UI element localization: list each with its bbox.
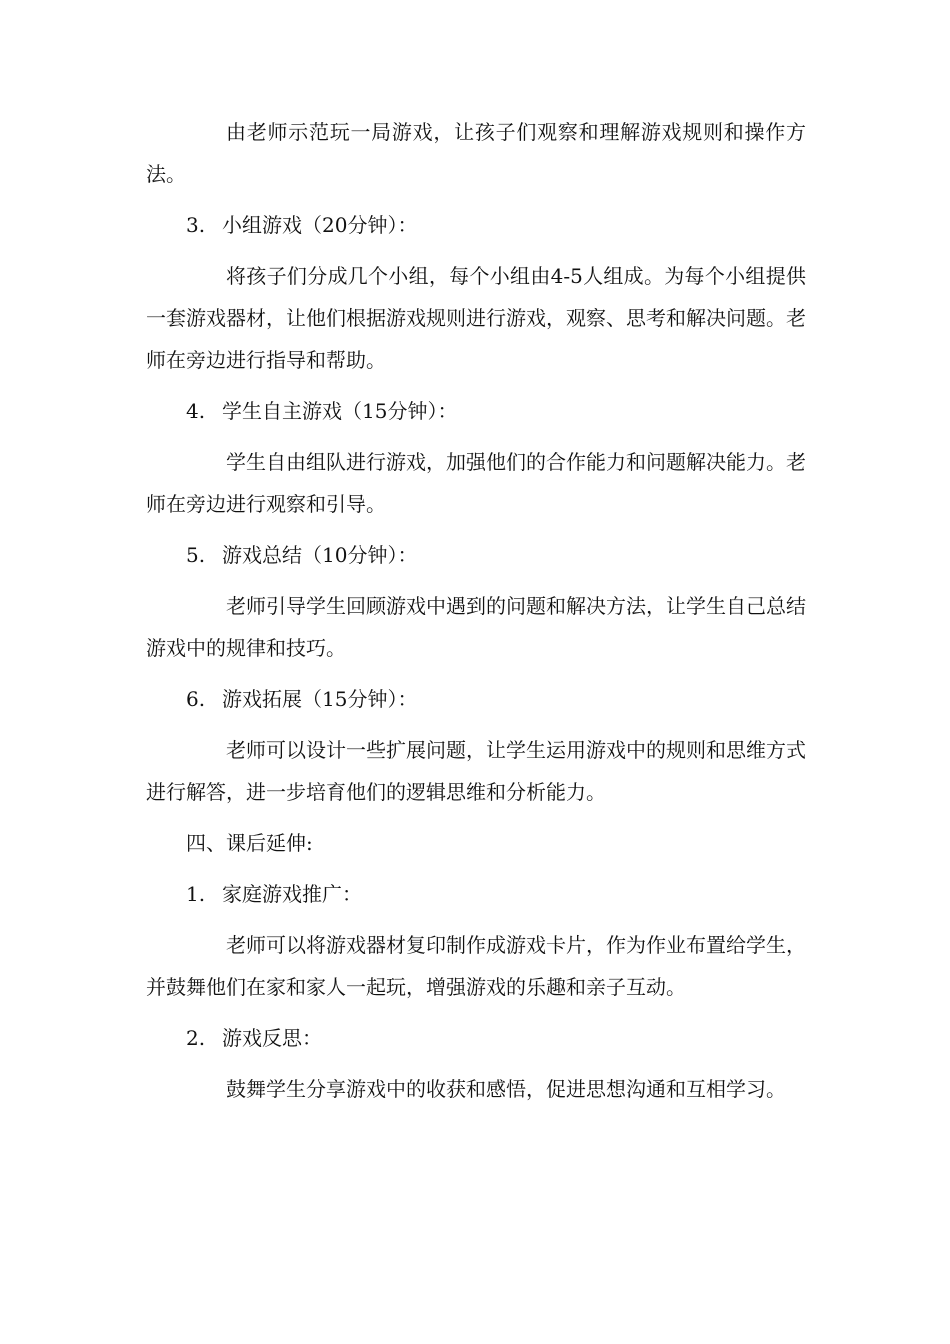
list-item-text: 游戏反思： — [222, 1026, 322, 1050]
list-item-game-reflection — [146, 1017, 806, 1059]
list-item-free-game — [146, 390, 806, 432]
list-item-text: 小组游戏（20分钟）： — [222, 213, 418, 237]
paragraph-game-reflection: 鼓舞学生分享游戏中的收获和感悟，促进思想沟通和互相学习。 — [226, 1077, 786, 1101]
list-item-text: 游戏拓展（15分钟）： — [222, 687, 418, 711]
list-item-group-game — [146, 204, 806, 246]
list-item-text: 学生自主游戏（15分钟）： — [222, 399, 458, 423]
list-item-game-extension — [146, 678, 806, 720]
paragraph-demo: 由老师示范玩一局游戏，让孩子们观察和理解游戏规则和操作方法。 — [146, 120, 806, 186]
paragraph-game-summary: 老师引导学生回顾游戏中遇到的问题和解决方法，让学生自己总结游戏中的规律和技巧。 — [146, 594, 806, 660]
section-heading: 四、课后延伸: — [186, 831, 313, 855]
paragraph-home-game: 老师可以将游戏器材复印制作成游戏卡片，作为作业布置给学生，并鼓舞他们在家和家人一起玩，增强游戏的乐趣和亲子互动。 — [146, 933, 806, 999]
list-number: 1. — [186, 882, 206, 906]
list-number: 2. — [186, 1026, 206, 1050]
document-body — [146, 111, 806, 1119]
paragraph-game-extension: 老师可以设计一些扩展问题，让学生运用游戏中的规则和思维方式进行解答，进一步培育他们的逻辑思维和分析能力。 — [146, 738, 806, 804]
paragraph-free-game: 学生自由组队进行游戏，加强他们的合作能力和问题解决能力。老师在旁边进行观察和引导。 — [146, 450, 806, 516]
list-number: 6. — [186, 687, 206, 711]
list-item-game-summary — [146, 534, 806, 576]
list-item-text: 家庭游戏推广： — [222, 882, 362, 906]
list-number: 4. — [186, 399, 206, 423]
list-item-home-game — [146, 873, 806, 915]
paragraph-group-game: 将孩子们分成几个小组，每个小组由4-5人组成。为每个小组提供一套游戏器材，让他们根据游戏规则进行游戏，观察、思考和解决问题。老师在旁边进行指导和帮助。 — [146, 264, 806, 372]
list-number: 5. — [186, 543, 206, 567]
list-item-text: 游戏总结（10分钟）： — [222, 543, 418, 567]
list-number: 3. — [186, 213, 206, 237]
